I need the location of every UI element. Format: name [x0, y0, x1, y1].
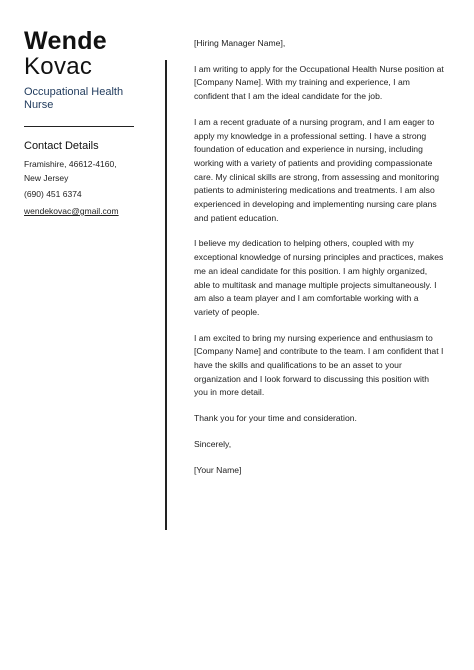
letter-body: [194, 37, 444, 489]
salutation: [Hiring Manager Name],: [194, 38, 286, 48]
phone-number: (690) 451 6374: [24, 189, 82, 199]
closing: Sincerely,: [194, 438, 232, 449]
address-line-1: Framishire, 46612-4160,: [24, 159, 117, 169]
email-link[interactable]: wendekovac@gmail.com: [24, 206, 119, 216]
job-title: Occupational Health Nurse: [24, 86, 124, 111]
vertical-divider: [165, 60, 167, 530]
signature: [Your Name]: [194, 464, 242, 475]
paragraph-3: I believe my dedication to helping others, coupled with my exceptional knowledge of nursing principles and practices, makes me an ideal candidate for this position. I am highly organized, able to multitask and manage multiple projects simultaneously. I am also a team player and I am comfortable working with a variety of people.: [194, 238, 444, 317]
contact-heading: Contact Details: [24, 140, 99, 152]
sidebar: [24, 28, 136, 219]
first-name: Wende: [24, 27, 107, 55]
last-name: Kovac: [24, 53, 93, 80]
paragraph-4: I am excited to bring my nursing experience and enthusiasm to [Company Name] and contribute to the team. I am confident that I have the skills and qualifications to be an asset to your organization and I look forward to discussing this position with you in more detail.: [194, 332, 444, 398]
address-line-2: New Jersey: [24, 173, 69, 183]
contact-block: [24, 157, 136, 219]
paragraph-2: I am a recent graduate of a nursing program, and I am eager to apply my knowledge in a professional setting. I have a strong foundation of education and experience in nursing, including working with a variety of patients and providing compassionate care. My clinical skills are strong, from assessing and monitoring patients to administering medications and treatments. I am also experienced in developing and implementing nursing care plans and patient education.: [194, 116, 440, 223]
sidebar-rule: [24, 126, 134, 127]
paragraph-1: I am writing to apply for the Occupational Health Nurse position at [Company Name]. With my training and experience, I am confident that I am the ideal candidate for the job.: [194, 63, 444, 102]
paragraph-5: Thank you for your time and consideration.: [194, 413, 357, 424]
